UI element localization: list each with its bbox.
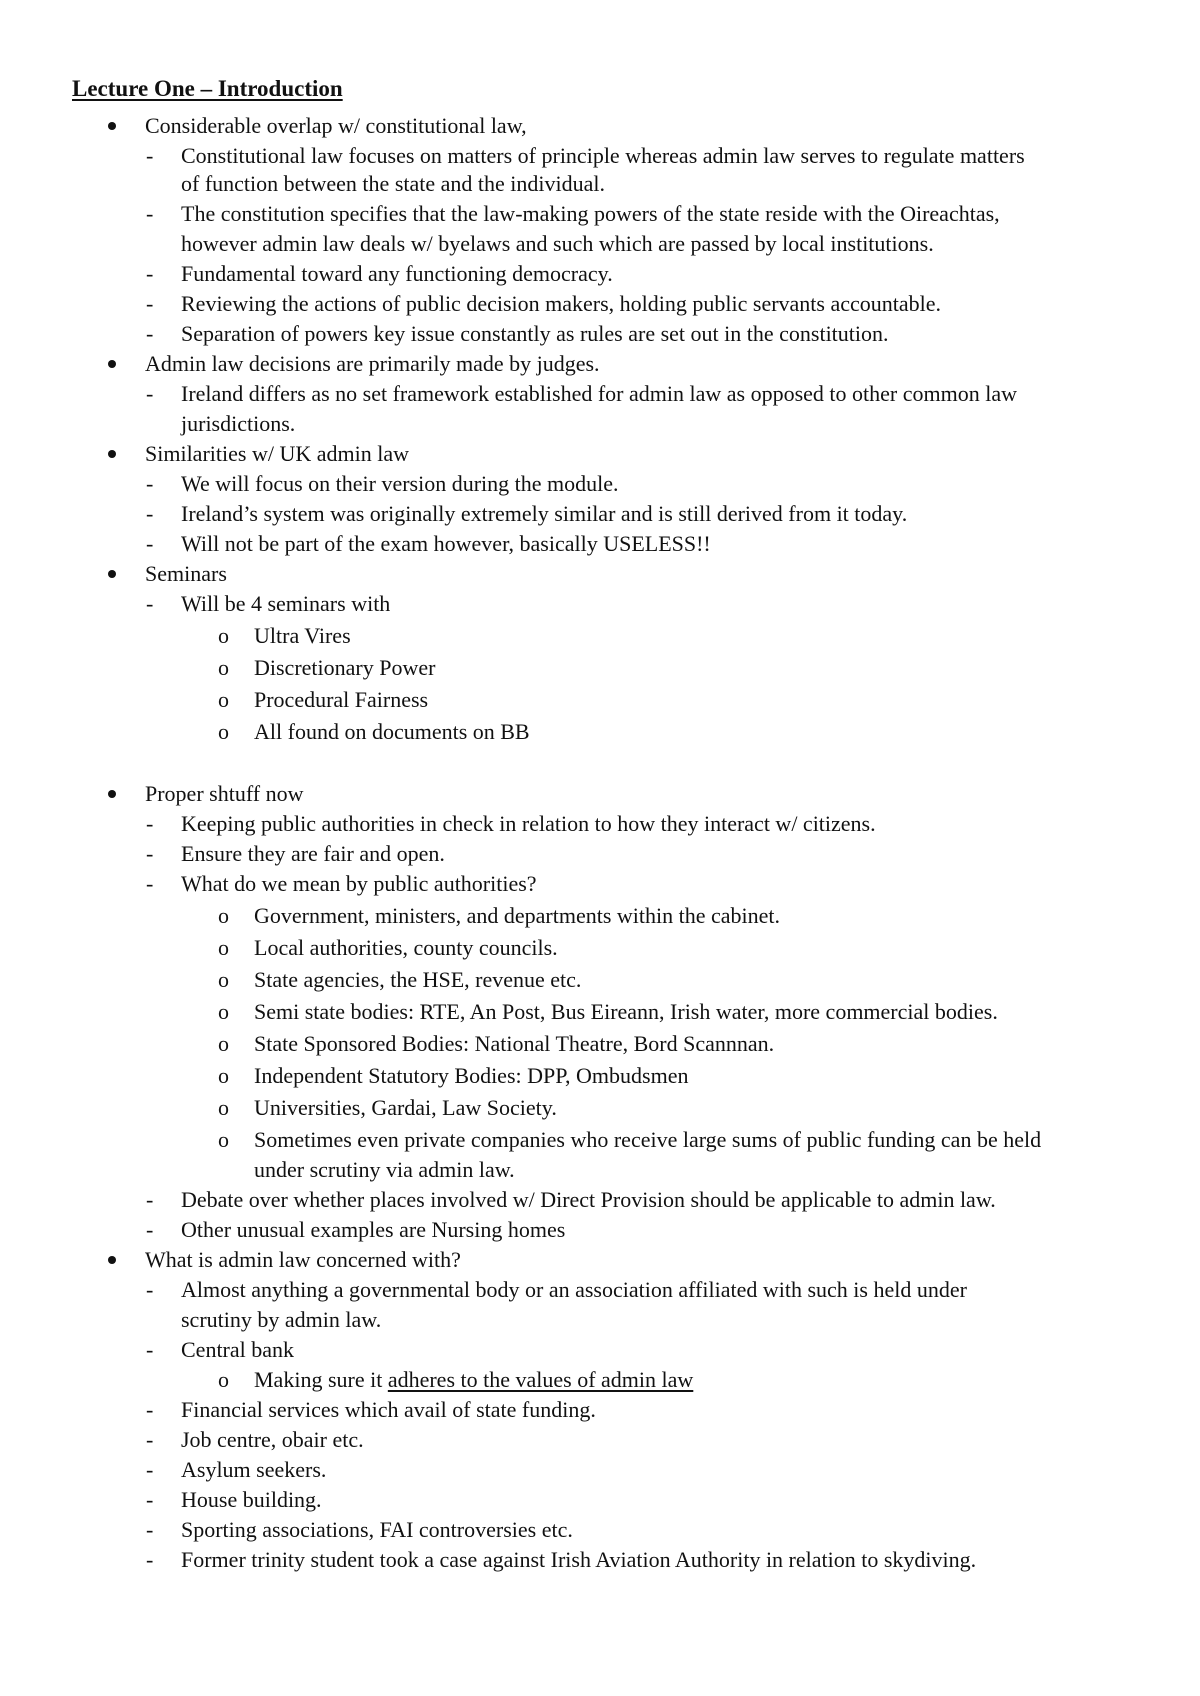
item-text: Central bank	[181, 1337, 295, 1362]
item-text: Asylum seekers.	[181, 1457, 327, 1482]
outline-item-text	[181, 589, 390, 619]
outline-item-text	[181, 379, 1017, 409]
dash-marker-icon: -	[146, 591, 154, 616]
dash-marker-icon: -	[146, 471, 154, 496]
item-text: Ultra Vires	[254, 623, 351, 648]
circle-marker-icon: o	[218, 1127, 229, 1152]
item-text: Job centre, obair etc.	[181, 1427, 364, 1452]
item-text: We will focus on their version during the module.	[181, 471, 619, 496]
outline-item-text	[145, 439, 409, 469]
circle-marker-icon: o	[218, 655, 229, 680]
outline-item-text	[181, 1215, 565, 1245]
outline-item-text	[181, 499, 907, 529]
item-text: Proper shtuff now	[145, 781, 304, 806]
dash-marker-icon: -	[146, 841, 154, 866]
bullet-icon	[108, 439, 116, 469]
circle-marker-icon: o	[218, 1367, 229, 1392]
bullet-dot-icon	[108, 790, 116, 798]
item-text: Considerable overlap w/ constitutional law,	[145, 113, 527, 138]
item-text: Ireland differs as no set framework established for admin law as opposed to other common law	[181, 381, 1017, 406]
item-text: Local authorities, county councils.	[254, 935, 558, 960]
outline-item-text	[254, 1365, 693, 1395]
outline-item-text	[145, 349, 600, 379]
circle-marker-icon: o	[218, 935, 229, 960]
bullet-dot-icon	[108, 122, 116, 130]
outline-item-text	[181, 1305, 381, 1335]
dash-marker-icon: -	[146, 501, 154, 526]
item-text: Seminars	[145, 561, 227, 586]
dash-marker-icon: -	[146, 811, 154, 836]
outline-item-text	[181, 409, 295, 439]
bullet-icon	[108, 779, 116, 809]
item-text: The constitution specifies that the law-making powers of the state reside with the Oireachtas,	[181, 201, 1000, 226]
item-text: Procedural Fairness	[254, 687, 429, 712]
item-text: Will not be part of the exam however, basically USELESS!!	[181, 531, 711, 556]
item-text: under scrutiny via admin law.	[254, 1157, 515, 1182]
dash-marker-icon: -	[146, 1397, 154, 1422]
bullet-dot-icon	[108, 570, 116, 578]
item-text: Admin law decisions are primarily made by judges.	[145, 351, 600, 376]
item-text: Separation of powers key issue constantly as rules are set out in the constitution.	[181, 321, 889, 346]
circle-marker-icon: o	[218, 719, 229, 744]
outline-item-text	[181, 1425, 364, 1455]
item-text: Ensure they are fair and open.	[181, 841, 445, 866]
outline-item-text	[145, 1245, 461, 1275]
dash-marker-icon: -	[146, 291, 154, 316]
item-text: What is admin law concerned with?	[145, 1247, 461, 1272]
item-text: All found on documents on BB	[254, 719, 530, 744]
item-text: Sometimes even private companies who receive large sums of public funding can be held	[254, 1127, 1042, 1152]
circle-marker-icon: o	[218, 967, 229, 992]
outline-item-text	[181, 1485, 322, 1515]
outline-item-text	[181, 229, 934, 259]
outline-item-text	[181, 199, 1000, 229]
dash-marker-icon: -	[146, 1427, 154, 1452]
dash-marker-icon: -	[146, 1457, 154, 1482]
outline-item-text	[254, 717, 530, 747]
circle-marker-icon: o	[218, 1063, 229, 1088]
outline-item-text	[254, 901, 780, 931]
outline-item-text	[181, 319, 889, 349]
outline-item-text	[254, 1125, 1041, 1155]
outline-item-text	[181, 469, 619, 499]
circle-marker-icon: o	[218, 903, 229, 928]
circle-marker-icon: o	[218, 623, 229, 648]
dash-marker-icon: -	[146, 871, 154, 896]
item-text: Universities, Gardai, Law Society.	[254, 1095, 557, 1120]
dash-marker-icon: -	[146, 1277, 154, 1302]
item-text: Government, ministers, and departments within the cabinet.	[254, 903, 781, 928]
bullet-dot-icon	[108, 360, 116, 368]
item-text: Will be 4 seminars with	[181, 591, 391, 616]
outline-item-text	[181, 289, 941, 319]
outline-item-text	[181, 169, 605, 199]
outline-item-text	[145, 779, 303, 809]
bullet-dot-icon	[108, 1256, 116, 1264]
outline-item-text	[181, 1455, 326, 1485]
dash-marker-icon: -	[146, 321, 154, 346]
outline-item-text	[254, 1029, 774, 1059]
dash-marker-icon: -	[146, 1217, 154, 1242]
item-text: House building.	[181, 1487, 322, 1512]
outline-item-text	[181, 809, 876, 839]
dash-marker-icon: -	[146, 1517, 154, 1542]
item-text: Ireland’s system was originally extremely similar and is still derived from it today.	[181, 501, 908, 526]
item-text: Former trinity student took a case against Irish Aviation Authority in relation to skydiving.	[181, 1547, 977, 1572]
outline-item-text	[181, 141, 1025, 171]
item-text: Semi state bodies: RTE, An Post, Bus Eireann, Irish water, more commercial bodies.	[254, 999, 998, 1024]
item-text: Keeping public authorities in check in relation to how they interact w/ citizens.	[181, 811, 876, 836]
outline-item-text	[181, 259, 613, 289]
outline-item-text	[181, 1395, 596, 1425]
item-text: scrutiny by admin law.	[181, 1307, 382, 1332]
item-text: Almost anything a governmental body or an association affiliated with such is held under	[181, 1277, 967, 1302]
outline-item-text	[181, 869, 537, 899]
bullet-dot-icon	[108, 450, 116, 458]
item-text: Other unusual examples are Nursing homes	[181, 1217, 566, 1242]
dash-marker-icon: -	[146, 1187, 154, 1212]
dash-marker-icon: -	[146, 201, 154, 226]
dash-marker-icon: -	[146, 1487, 154, 1512]
outline-item-text	[181, 1275, 967, 1305]
circle-marker-icon: o	[218, 687, 229, 712]
circle-marker-icon: o	[218, 1095, 229, 1120]
outline-item-text	[254, 1093, 557, 1123]
outline-item-text	[254, 653, 435, 683]
outline-item-text	[254, 965, 581, 995]
bullet-icon	[108, 111, 116, 141]
item-text: of function between the state and the individual.	[181, 171, 605, 196]
outline-item-text	[254, 933, 558, 963]
page-title: Lecture One – Introduction	[72, 76, 343, 101]
outline-item-text	[181, 1515, 573, 1545]
item-text: Making sure it	[254, 1367, 388, 1392]
outline-item-text	[254, 685, 428, 715]
dash-marker-icon: -	[146, 381, 154, 406]
outline-item-text	[181, 1545, 976, 1575]
item-text: Constitutional law focuses on matters of principle whereas admin law serves to regulate matters	[181, 143, 1025, 168]
item-text: Discretionary Power	[254, 655, 436, 680]
outline-item-text	[181, 839, 445, 869]
item-text: however admin law deals w/ byelaws and such which are passed by local institutions.	[181, 231, 934, 256]
dash-marker-icon: -	[146, 1337, 154, 1362]
outline-item-text	[145, 559, 227, 589]
outline-item-text	[254, 621, 351, 651]
item-text: Financial services which avail of state funding.	[181, 1397, 596, 1422]
dash-marker-icon: -	[146, 143, 154, 168]
outline-item-text	[145, 111, 527, 141]
item-text: jurisdictions.	[181, 411, 296, 436]
item-text: What do we mean by public authorities?	[181, 871, 537, 896]
dash-marker-icon: -	[146, 261, 154, 286]
outline-item-text	[181, 1185, 996, 1215]
item-text: Debate over whether places involved w/ Direct Provision should be applicable to admin law.	[181, 1187, 996, 1212]
circle-marker-icon: o	[218, 1031, 229, 1056]
outline-item-text	[254, 1155, 515, 1185]
item-text: Reviewing the actions of public decision makers, holding public servants accountable.	[181, 291, 942, 316]
item-text: State Sponsored Bodies: National Theatre, Bord Scannnan.	[254, 1031, 775, 1056]
outline-item-text	[181, 1335, 294, 1365]
underlined-text: adheres to the values of admin law	[387, 1367, 694, 1392]
outline-item-text	[254, 1061, 688, 1091]
item-text: State agencies, the HSE, revenue etc.	[254, 967, 582, 992]
item-text: Similarities w/ UK admin law	[145, 441, 409, 466]
item-text: Fundamental toward any functioning democracy.	[181, 261, 613, 286]
bullet-icon	[108, 1245, 116, 1275]
circle-marker-icon: o	[218, 999, 229, 1024]
item-text: Sporting associations, FAI controversies etc.	[181, 1517, 573, 1542]
dash-marker-icon: -	[146, 1547, 154, 1572]
outline-item-text	[254, 997, 998, 1027]
item-text: Independent Statutory Bodies: DPP, Ombudsmen	[254, 1063, 689, 1088]
dash-marker-icon: -	[146, 531, 154, 556]
outline-item-text	[181, 529, 711, 559]
bullet-icon	[108, 559, 116, 589]
bullet-icon	[108, 349, 116, 379]
